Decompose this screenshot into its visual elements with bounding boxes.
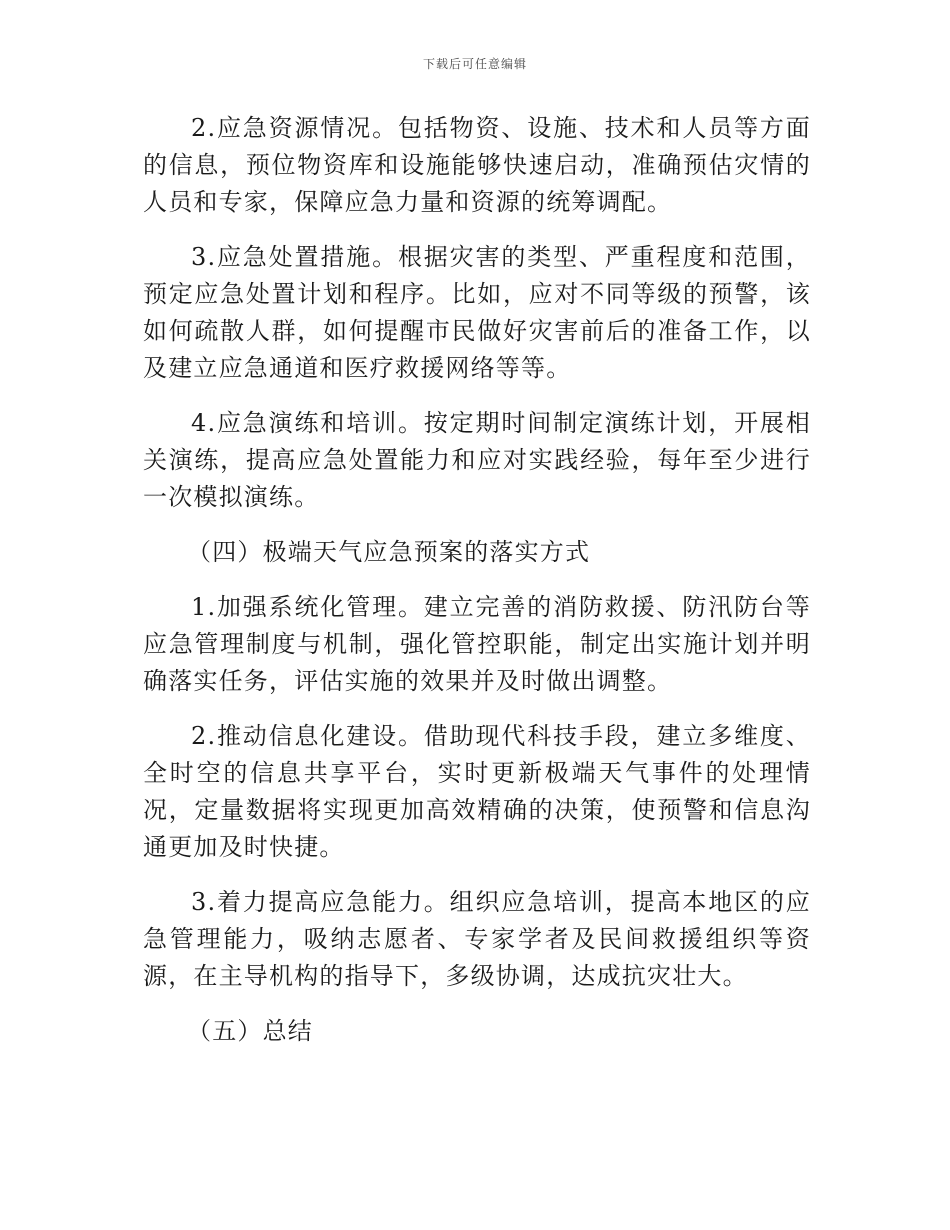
section-heading-implementation: （四）极端天气应急预案的落实方式 <box>187 538 591 566</box>
paragraph-emergency-resources: 2.应急资源情况。包括物资、设施、技术和人员等方面的信息，预位物资库和设施能够快速启动，准确预估灾情的人员和专家，保障应急力量和资源的统筹调配。 <box>143 114 811 216</box>
page-header: 下载后可任意编辑 <box>422 57 527 71</box>
paragraph-drills-training: 4.应急演练和培训。按定期时间制定演练计划，开展相关演练，提高应急处置能力和应对实践经验，每年至少进行一次模拟演练。 <box>143 409 811 511</box>
paragraph-emergency-capability: 3.着力提高应急能力。组织应急培训，提高本地区的应急管理能力，吸纳志愿者、专家学者及民间救援组织等资源，在主导机构的指导下，多级协调，达成抗灾壮大。 <box>143 888 811 990</box>
document-body <box>143 110 811 1068</box>
paragraph-emergency-measures: 3.应急处置措施。根据灾害的类型、严重程度和范围，预定应急处置计划和程序。比如，应对不同等级的预警，该如何疏散人群，如何提醒市民做好灾害前后的准备工作，以及建立应急通道和医疗救援网络等等。 <box>143 243 811 382</box>
paragraph-informatization: 2.推动信息化建设。借助现代科技手段，建立多维度、全时空的信息共享平台，实时更新极端天气事件的处理情况，定量数据将实现更加高效精确的决策，使预警和信息沟通更加及时快捷。 <box>143 722 811 861</box>
section-heading-summary: （五）总结 <box>187 1017 313 1045</box>
paragraph-systematic-management: 1.加强系统化管理。建立完善的消防救援、防汛防台等应急管理制度与机制，强化管控职能，制定出实施计划并明确落实任务，评估实施的效果并及时做出调整。 <box>143 593 811 695</box>
